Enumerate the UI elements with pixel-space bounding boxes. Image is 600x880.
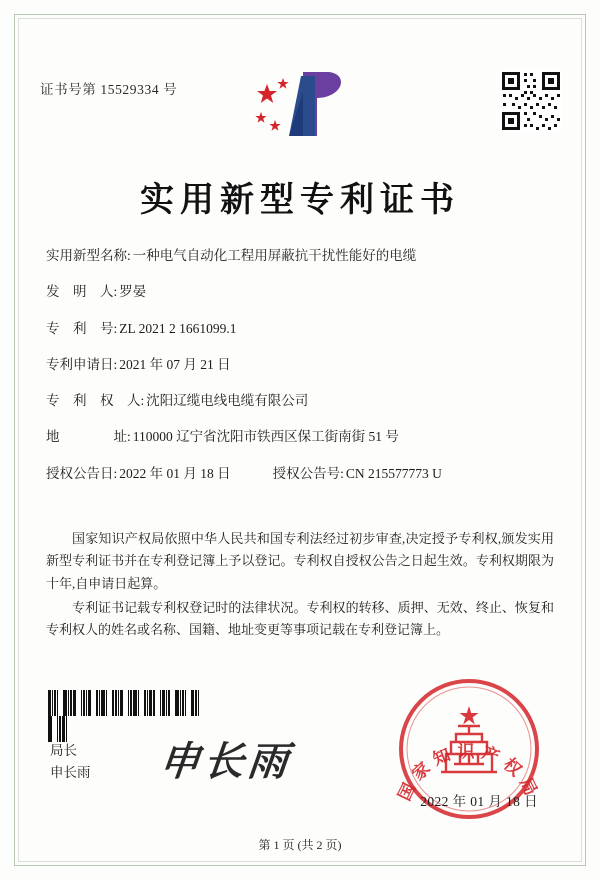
- field-value: 一种电气自动化工程用屏蔽抗干扰性能好的电缆: [132, 248, 417, 263]
- director-name-label: 申长雨: [50, 764, 91, 780]
- field-label: 专利申请日:: [46, 356, 118, 372]
- page-footer: 第 1 页 (共 2 页): [258, 838, 342, 852]
- handwritten-signature: 申长雨: [157, 738, 295, 785]
- field-value: 2021 年 07 月 21 日: [119, 356, 231, 372]
- fields-list: [46, 246, 556, 500]
- barcode: [48, 690, 200, 716]
- field-row-utility-model-name: [46, 246, 556, 266]
- director-role-label: 局长: [50, 743, 77, 758]
- field-label: 授权公告日:: [46, 465, 118, 481]
- field-value: 沈阳辽缆电线电缆有限公司: [146, 393, 309, 408]
- legal-paragraph-1: 国家知识产权局依照中华人民共和国专利法经过初步审查,决定授予专利权,颁发实用新型专利证书并在专利登记簿上予以登记。专利权自授权公告之日起生效。专利权期限为十年,自申请日起算。: [46, 531, 554, 591]
- signature-labels: [50, 740, 91, 783]
- field-value: 110000 辽宁省沈阳市铁西区保工街南街 51 号: [132, 429, 399, 445]
- field-value-secondary: CN 215577773 U: [345, 465, 442, 481]
- cnipa-logo-icon: [245, 68, 355, 140]
- legal-text: [46, 528, 554, 644]
- field-value: ZL 2021 2 1661099.1: [119, 320, 237, 336]
- field-label: 发 明 人:: [46, 284, 118, 300]
- qr-code-icon: [500, 70, 562, 132]
- svg-text:国家知识产权局: 国家知识产权局: [396, 741, 542, 804]
- field-value: 2022 年 01 月 18 日: [119, 465, 231, 481]
- legal-paragraph-2: 专利证书记载专利权登记时的法律状况。专利权的转移、质押、无效、终止、恢复和专利权人的姓名或名称、国籍、地址变更等事项记载在专利登记簿上。: [46, 600, 554, 638]
- field-row-application-date: [46, 355, 556, 375]
- field-row-address: [46, 427, 556, 447]
- field-label: 地 址:: [46, 429, 131, 445]
- field-label: 实用新型名称:: [46, 248, 131, 263]
- certificate-number: 证书号第 15529334 号: [40, 82, 178, 97]
- field-label: 专 利 权 人:: [46, 393, 145, 408]
- field-row-patent-number: [46, 319, 556, 339]
- field-row-grant-announcement: [46, 464, 556, 484]
- field-row-patentee: [46, 391, 556, 411]
- field-label: 专 利 号:: [46, 320, 118, 336]
- field-row-inventor: [46, 282, 556, 302]
- field-label-secondary: 授权公告号:: [272, 465, 344, 481]
- page-title: 实用新型专利证书: [140, 182, 460, 219]
- field-value: 罗晏: [119, 284, 147, 300]
- seal-date: 2022 年 01 月 18 日: [420, 794, 538, 809]
